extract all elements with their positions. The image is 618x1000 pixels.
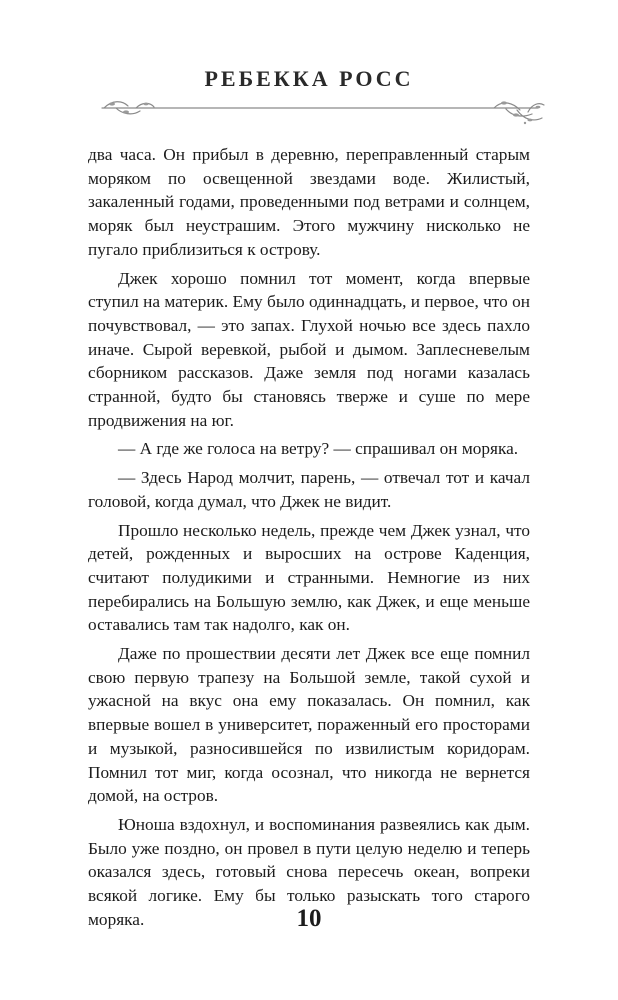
page-number: 10	[296, 905, 322, 932]
vine-ornament	[92, 96, 548, 126]
body-text	[88, 143, 530, 932]
paragraph: два часа. Он прибыл в деревню, переправленный старым моряком по освещенной звездами воде. Жилистый, закаленный годами, проведенными под ветрами и солнцем, моряк был неустрашим. Этого мужчину нисколько не пугало приблизиться к острову.	[88, 145, 530, 259]
paragraph: Юноша вздохнул, и воспоминания развеялись как дым. Было уже поздно, он провел в пути целую неделю и теперь оказался здесь, готовый снова пересечь океан, вопреки всякой логике. Ему бы только разыскать того старого моряка.	[88, 814, 530, 929]
paragraph: Прошло несколько недель, прежде чем Джек узнал, что детей, рожденных и выросших на острове Каденция, считают полудикими и странными. Немногие из них перебирались на Большую землю, как Джек, и еще меньше оставались там так надолго, как он.	[88, 520, 530, 635]
paragraph: — А где же голоса на ветру? — спрашивал он моряка.	[118, 439, 519, 459]
paragraph: — Здесь Народ молчит, парень, — отвечал тот и качал головой, когда думал, что Джек не видит.	[88, 468, 530, 511]
running-title: РЕБЕККА РОСС	[204, 66, 414, 91]
paragraph: Джек хорошо помнил тот момент, когда впервые ступил на материк. Ему было одиннадцать, и первое, что он почувствовал, — это запах. Глухой ночью все здесь пахло иначе. Сырой веревкой, рыбой и дымом. Заплесневелым сборником рассказов. Даже земля под ногами казалась странной, будто бы становясь тверже и суше по мере продвижения на юг.	[88, 268, 530, 430]
paragraph: Даже по прошествии десяти лет Джек все еще помнил свою первую трапезу на Большой земле, такой сухой и ужасной на вкус она ему показалась. Он помнил, как впервые вошел в университет, пораженный его просторами и музыкой, разносившейся по извилистым коридорам. Помнил тот миг, когда осознал, что никогда не вернется домой, на остров.	[88, 644, 530, 806]
